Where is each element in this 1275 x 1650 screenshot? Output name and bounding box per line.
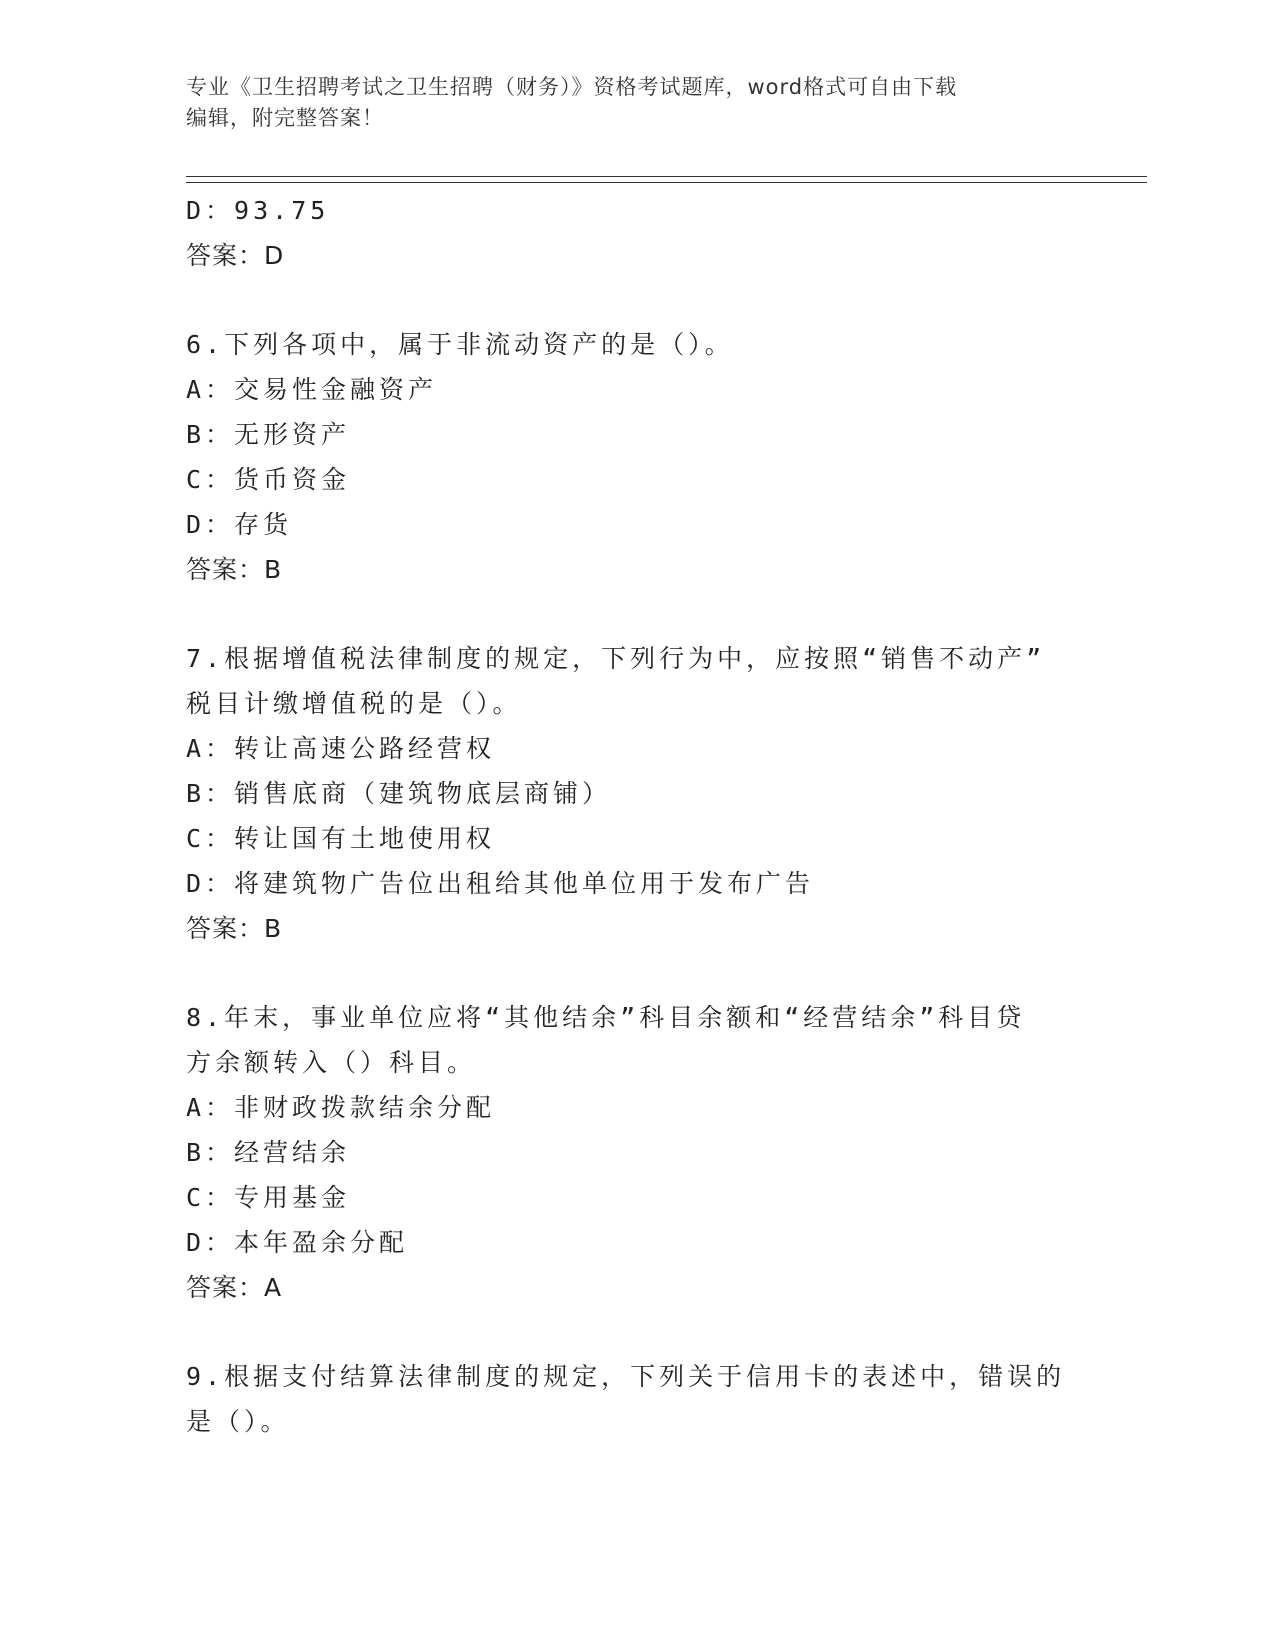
spacer: [186, 592, 1086, 636]
option-a: A：转让高速公路经营权: [186, 734, 496, 763]
question-stem-line-1: 9.根据支付结算法律制度的规定，下列关于信用卡的表述中，错误的: [186, 1362, 1066, 1391]
answer: 答案：B: [186, 555, 283, 584]
page-header: [186, 72, 1086, 134]
question-stem-line-1: 8.年末，事业单位应将“其他结余”科目余额和“经营结余”科目贷: [186, 1003, 1026, 1032]
question-stem-line-2: 是（）。: [186, 1407, 290, 1436]
spacer: [186, 1310, 1086, 1354]
question-stem: 6.下列各项中，属于非流动资产的是（）。: [186, 330, 734, 359]
spacer: [186, 278, 1086, 322]
question-stem-line-1: 7.根据增值税法律制度的规定，下列行为中，应按照“销售不动产”: [186, 644, 1046, 673]
question-stem-line-2: 税目计缴增值税的是（）。: [186, 689, 522, 718]
prev-answer: 答案：D: [186, 241, 285, 270]
option-b: B：无形资产: [186, 420, 351, 449]
header-divider-top: [186, 176, 1147, 177]
question-9: [186, 1354, 1086, 1444]
option-a: A：非财政拨款结余分配: [186, 1093, 496, 1122]
prev-option-d: D：93.75: [186, 196, 330, 225]
answer: 答案：A: [186, 1273, 283, 1302]
option-a: A：交易性金融资产: [186, 375, 438, 404]
option-d: D：将建筑物广告位出租给其他单位用于发布广告: [186, 869, 815, 898]
answer: 答案：B: [186, 914, 283, 943]
option-c: C：转让国有土地使用权: [186, 824, 496, 853]
header-divider-bottom: [186, 182, 1147, 183]
question-stem-line-2: 方余额转入（）科目。: [186, 1048, 477, 1077]
spacer: [186, 951, 1086, 995]
option-b: B：经营结余: [186, 1138, 351, 1167]
option-c: C：专用基金: [186, 1183, 351, 1212]
header-line-2: 编辑，附完整答案！: [186, 106, 384, 130]
header-line-1: 专业《卫生招聘考试之卫生招聘（财务）》资格考试题库，word格式可自由下载: [186, 75, 958, 99]
question-6: [186, 322, 1086, 592]
option-d: D：存货: [186, 510, 293, 539]
question-7: [186, 636, 1086, 951]
question-8: [186, 995, 1086, 1310]
question-content: [186, 188, 1086, 1444]
option-b: B：销售底商（建筑物底层商铺）: [186, 779, 612, 808]
option-d: D：本年盈余分配: [186, 1228, 409, 1257]
option-c: C：货币资金: [186, 465, 351, 494]
